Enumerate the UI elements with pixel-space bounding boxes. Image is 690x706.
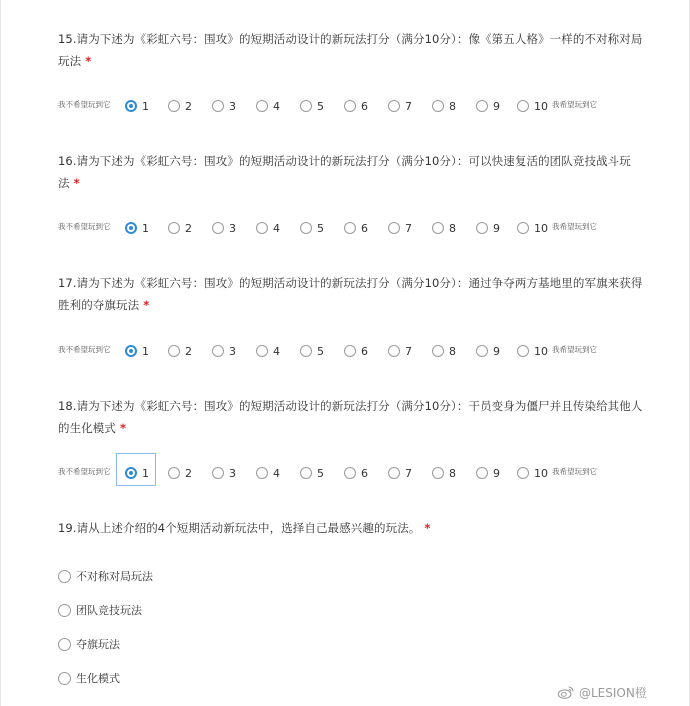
question-18-scale bbox=[1, 461, 690, 485]
rating-option-5[interactable] bbox=[300, 341, 324, 361]
rating-number: 6 bbox=[361, 221, 368, 235]
choice-option[interactable] bbox=[58, 668, 120, 688]
scale-high-label: 我希望玩到它 bbox=[552, 467, 597, 476]
scale-low-label: 我不希望玩到它 bbox=[58, 100, 111, 109]
rating-number: 10 bbox=[534, 344, 548, 358]
radio-circle[interactable] bbox=[168, 100, 180, 112]
question-15-title bbox=[58, 28, 648, 72]
rating-option-7[interactable] bbox=[388, 96, 412, 116]
radio-circle[interactable] bbox=[212, 345, 224, 357]
rating-number: 7 bbox=[405, 344, 412, 358]
rating-option-5[interactable] bbox=[300, 96, 324, 116]
rating-option-4[interactable] bbox=[256, 463, 280, 483]
rating-number: 5 bbox=[317, 221, 324, 235]
question-16-line1: 16.请为下述为《彩虹六号：围攻》的短期活动设计的新玩法打分（满分10分）：可以快速复活的团队竞技战斗玩 bbox=[58, 154, 631, 168]
rating-number: 2 bbox=[185, 344, 192, 358]
question-17-scale bbox=[1, 339, 690, 363]
question-15-line1: 15.请为下述为《彩虹六号：围攻》的短期活动设计的新玩法打分（满分10分）：像《第五人格》一样的不对称对局 bbox=[58, 32, 643, 46]
rating-number: 3 bbox=[229, 221, 236, 235]
rating-option-2[interactable] bbox=[168, 218, 192, 238]
required-marker: * bbox=[73, 176, 80, 190]
radio-circle[interactable] bbox=[58, 570, 71, 583]
question-16-title bbox=[58, 150, 648, 194]
radio-circle[interactable] bbox=[344, 467, 356, 479]
radio-circle[interactable] bbox=[432, 100, 444, 112]
rating-option-5[interactable] bbox=[300, 463, 324, 483]
rating-number: 5 bbox=[317, 344, 324, 358]
rating-option-2[interactable] bbox=[168, 463, 192, 483]
rating-option-6[interactable] bbox=[344, 218, 368, 238]
rating-option-4[interactable] bbox=[256, 96, 280, 116]
scale-low-label: 我不希望玩到它 bbox=[58, 467, 111, 476]
radio-circle[interactable] bbox=[256, 100, 268, 112]
rating-number: 2 bbox=[185, 221, 192, 235]
radio-circle[interactable] bbox=[212, 222, 224, 234]
weibo-icon bbox=[557, 685, 575, 699]
radio-circle[interactable] bbox=[168, 345, 180, 357]
question-17-line2: 胜利的夺旗玩法 bbox=[58, 298, 140, 312]
rating-option-1[interactable] bbox=[125, 218, 149, 238]
rating-option-5[interactable] bbox=[300, 218, 324, 238]
rating-option-3[interactable] bbox=[212, 463, 236, 483]
rating-option-7[interactable] bbox=[388, 341, 412, 361]
required-marker: * bbox=[85, 54, 92, 68]
radio-circle[interactable] bbox=[300, 467, 312, 479]
question-16-scale bbox=[1, 216, 690, 240]
rating-number: 1 bbox=[142, 221, 149, 235]
radio-circle[interactable] bbox=[125, 345, 137, 357]
question-15-scale bbox=[1, 94, 690, 118]
radio-circle[interactable] bbox=[125, 222, 137, 234]
scale-high-label: 我希望玩到它 bbox=[552, 222, 597, 231]
rating-number: 4 bbox=[273, 99, 280, 113]
question-18-line2: 的生化模式 bbox=[58, 421, 116, 435]
rating-number: 5 bbox=[317, 466, 324, 480]
question-19-text: 19.请从上述介绍的4个短期活动新玩法中，选择自己最感兴趣的玩法。 bbox=[58, 521, 421, 535]
question-19-title bbox=[58, 517, 648, 539]
choice-label: 团队竞技玩法 bbox=[76, 604, 142, 617]
rating-number: 9 bbox=[493, 344, 500, 358]
radio-circle[interactable] bbox=[300, 345, 312, 357]
radio-circle[interactable] bbox=[344, 345, 356, 357]
rating-number: 1 bbox=[142, 466, 149, 480]
choice-label: 生化模式 bbox=[76, 672, 120, 685]
rating-number: 8 bbox=[449, 344, 456, 358]
radio-circle[interactable] bbox=[432, 222, 444, 234]
required-marker: * bbox=[143, 298, 150, 312]
radio-circle[interactable] bbox=[517, 345, 529, 357]
radio-circle[interactable] bbox=[388, 345, 400, 357]
radio-circle[interactable] bbox=[344, 222, 356, 234]
rating-option-9[interactable] bbox=[476, 96, 500, 116]
choice-option[interactable] bbox=[58, 634, 120, 654]
scale-low-label: 我不希望玩到它 bbox=[58, 222, 111, 231]
choice-option[interactable] bbox=[58, 600, 142, 620]
rating-number: 9 bbox=[493, 99, 500, 113]
rating-number: 6 bbox=[361, 466, 368, 480]
rating-option-7[interactable] bbox=[388, 463, 412, 483]
rating-number: 1 bbox=[142, 99, 149, 113]
rating-option-10[interactable] bbox=[517, 463, 548, 483]
rating-option-8[interactable] bbox=[432, 96, 456, 116]
question-17-title bbox=[58, 272, 648, 316]
rating-option-6[interactable] bbox=[344, 341, 368, 361]
radio-circle[interactable] bbox=[517, 222, 529, 234]
radio-circle[interactable] bbox=[125, 100, 137, 112]
radio-circle[interactable] bbox=[125, 467, 137, 479]
rating-option-9[interactable] bbox=[476, 218, 500, 238]
rating-number: 4 bbox=[273, 344, 280, 358]
question-15-line2: 玩法 bbox=[58, 54, 82, 68]
rating-number: 8 bbox=[449, 221, 456, 235]
radio-circle[interactable] bbox=[432, 467, 444, 479]
choice-label: 不对称对局玩法 bbox=[76, 570, 153, 583]
radio-circle[interactable] bbox=[256, 222, 268, 234]
rating-option-1[interactable] bbox=[125, 96, 149, 116]
radio-circle[interactable] bbox=[58, 604, 71, 617]
rating-option-8[interactable] bbox=[432, 463, 456, 483]
scale-high-label: 我希望玩到它 bbox=[552, 345, 597, 354]
radio-circle[interactable] bbox=[58, 672, 71, 685]
rating-number: 4 bbox=[273, 466, 280, 480]
rating-option-8[interactable] bbox=[432, 341, 456, 361]
scale-low-label: 我不希望玩到它 bbox=[58, 345, 111, 354]
rating-option-9[interactable] bbox=[476, 341, 500, 361]
rating-option-3[interactable] bbox=[212, 96, 236, 116]
question-18-line1: 18.请为下述为《彩虹六号：围攻》的短期活动设计的新玩法打分（满分10分）：干员变身为僵尸并且传染给其他人 bbox=[58, 399, 643, 413]
rating-option-2[interactable] bbox=[168, 341, 192, 361]
radio-circle[interactable] bbox=[476, 467, 488, 479]
radio-circle[interactable] bbox=[300, 100, 312, 112]
radio-circle[interactable] bbox=[344, 100, 356, 112]
radio-circle[interactable] bbox=[212, 100, 224, 112]
rating-option-10[interactable] bbox=[517, 218, 548, 238]
radio-circle[interactable] bbox=[517, 467, 529, 479]
radio-circle[interactable] bbox=[168, 467, 180, 479]
radio-circle[interactable] bbox=[517, 100, 529, 112]
radio-circle[interactable] bbox=[476, 100, 488, 112]
choice-option[interactable] bbox=[58, 566, 153, 586]
question-17-line1: 17.请为下述为《彩虹六号：围攻》的短期活动设计的新玩法打分（满分10分）：通过争夺两方基地里的军旗来获得 bbox=[58, 276, 643, 290]
rating-option-3[interactable] bbox=[212, 341, 236, 361]
question-16-line2: 法 bbox=[58, 176, 70, 190]
rating-option-9[interactable] bbox=[476, 463, 500, 483]
rating-number: 6 bbox=[361, 344, 368, 358]
rating-number: 9 bbox=[493, 221, 500, 235]
rating-option-1[interactable] bbox=[125, 463, 149, 483]
watermark-text: @LESION橙 bbox=[579, 685, 647, 700]
rating-number: 2 bbox=[185, 99, 192, 113]
rating-number: 9 bbox=[493, 466, 500, 480]
rating-option-1[interactable] bbox=[125, 341, 149, 361]
rating-option-4[interactable] bbox=[256, 218, 280, 238]
choice-label: 夺旗玩法 bbox=[76, 638, 120, 651]
rating-option-6[interactable] bbox=[344, 96, 368, 116]
rating-option-2[interactable] bbox=[168, 96, 192, 116]
radio-circle[interactable] bbox=[388, 100, 400, 112]
question-18-title bbox=[58, 395, 648, 439]
rating-option-7[interactable] bbox=[388, 218, 412, 238]
rating-number: 7 bbox=[405, 466, 412, 480]
radio-circle[interactable] bbox=[212, 467, 224, 479]
rating-option-8[interactable] bbox=[432, 218, 456, 238]
radio-circle[interactable] bbox=[388, 467, 400, 479]
rating-option-4[interactable] bbox=[256, 341, 280, 361]
rating-number: 8 bbox=[449, 466, 456, 480]
radio-circle[interactable] bbox=[256, 467, 268, 479]
radio-circle[interactable] bbox=[388, 222, 400, 234]
rating-number: 2 bbox=[185, 466, 192, 480]
rating-number: 10 bbox=[534, 221, 548, 235]
radio-circle[interactable] bbox=[476, 222, 488, 234]
required-marker: * bbox=[120, 421, 127, 435]
rating-number: 10 bbox=[534, 99, 548, 113]
required-marker: * bbox=[424, 521, 431, 535]
radio-circle[interactable] bbox=[168, 222, 180, 234]
rating-option-10[interactable] bbox=[517, 96, 548, 116]
rating-number: 3 bbox=[229, 466, 236, 480]
rating-number: 7 bbox=[405, 99, 412, 113]
rating-option-6[interactable] bbox=[344, 463, 368, 483]
rating-number: 10 bbox=[534, 466, 548, 480]
scale-high-label: 我希望玩到它 bbox=[552, 100, 597, 109]
rating-number: 6 bbox=[361, 99, 368, 113]
rating-option-3[interactable] bbox=[212, 218, 236, 238]
radio-circle[interactable] bbox=[432, 345, 444, 357]
rating-number: 8 bbox=[449, 99, 456, 113]
watermark bbox=[557, 683, 647, 701]
radio-circle[interactable] bbox=[476, 345, 488, 357]
rating-number: 4 bbox=[273, 221, 280, 235]
rating-number: 3 bbox=[229, 99, 236, 113]
radio-circle[interactable] bbox=[58, 638, 71, 651]
radio-circle[interactable] bbox=[300, 222, 312, 234]
rating-number: 7 bbox=[405, 221, 412, 235]
rating-option-10[interactable] bbox=[517, 341, 548, 361]
radio-circle[interactable] bbox=[256, 345, 268, 357]
rating-number: 1 bbox=[142, 344, 149, 358]
rating-number: 5 bbox=[317, 99, 324, 113]
rating-number: 3 bbox=[229, 344, 236, 358]
